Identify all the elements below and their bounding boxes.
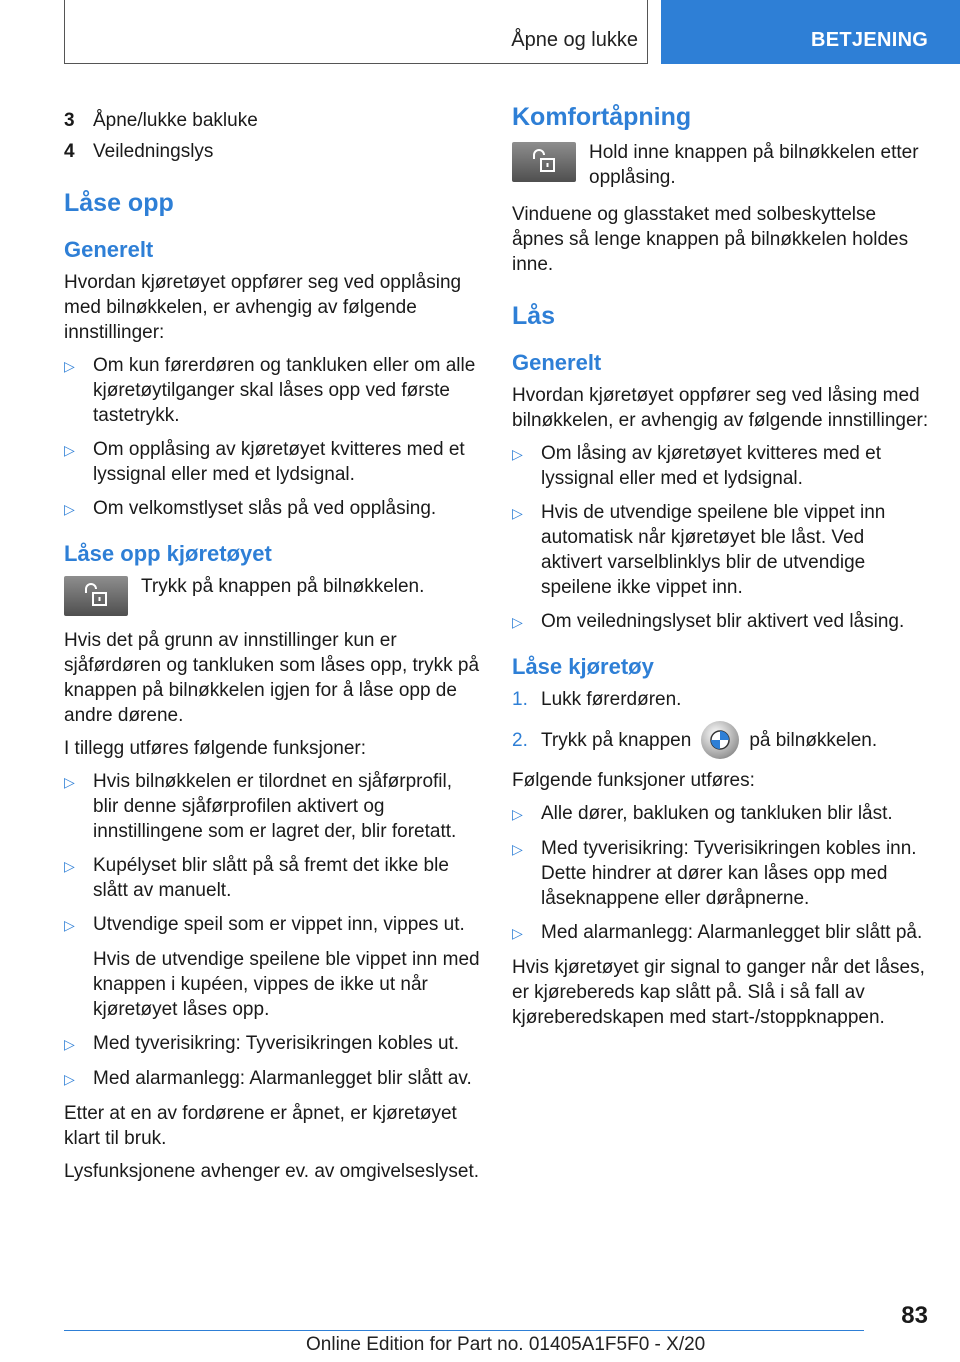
heading-laas: Lås	[512, 302, 556, 330]
left-column	[64, 108, 482, 1192]
heading-laase-opp: Låse opp	[64, 189, 174, 217]
triangle-bullet-icon: ▷	[64, 774, 75, 790]
triangle-bullet-icon: ▷	[512, 505, 523, 521]
list-item: ▷ Om veiledningslyset blir aktivert ved låsing.	[512, 609, 930, 635]
list-item: ▷ Om låsing av kjøretøyet kvitteres med et lyssignal eller med et lydsignal.	[512, 443, 881, 489]
unlock-button-icon	[64, 576, 128, 616]
header-section-title: Åpne og lukke	[511, 29, 638, 51]
paragraph: Hvis kjøretøyet gir signal to ganger når det låses, er kjørebereds kap slått på. Slå i så fall av kjøreberedskapen med start-/stoppknappen.	[512, 957, 925, 1028]
list-item: ▷ Om kun førerdøren og tankluken eller om alle kjøretøytilganger skal låses opp ved første tastetrykk.	[64, 355, 476, 426]
paragraph: Hvordan kjøretøyet oppfører seg ved låsing med bilnøkkelen, er avhengig av følgende innstillinger:	[512, 385, 929, 431]
list-item: ▷ Om velkomstlyset slås på ved opplåsing.	[64, 496, 482, 522]
triangle-bullet-icon: ▷	[512, 841, 523, 857]
triangle-bullet-icon: ▷	[64, 358, 75, 374]
page-number: 83	[901, 1302, 928, 1329]
list-item: ▷ Om opplåsing av kjøretøyet kvitteres med et lyssignal eller med et lydsignal.	[64, 439, 465, 485]
footer-divider	[64, 1330, 864, 1331]
bmw-lock-button-icon	[701, 721, 739, 759]
paragraph: Trykk på knappen på bilnøkkelen.	[141, 576, 425, 597]
triangle-bullet-icon: ▷	[512, 446, 523, 462]
unlock-button-icon	[512, 142, 576, 182]
triangle-bullet-icon: ▷	[512, 614, 523, 630]
footer-edition-text: Online Edition for Part no. 01405A1F5F0 - X/20	[306, 1334, 706, 1355]
comfort-open-instruction	[512, 140, 930, 190]
list-item: ▷ Kupélyset blir slått på så fremt det ikke ble slått av manuelt.	[64, 855, 449, 901]
list-item: ▷ Alle dører, bakluken og tankluken blir låst.	[512, 801, 930, 827]
list-item: ▷ Med alarmanlegg: Alarmanlegget blir slått av.	[64, 1066, 482, 1092]
paragraph: Hold inne knappen på bilnøkkelen etter opplåsing.	[589, 142, 919, 188]
paragraph: Følgende funksjoner utføres:	[512, 770, 755, 791]
paragraph: Lysfunksjonene avhenger ev. av omgivelseslyset.	[64, 1161, 480, 1182]
triangle-bullet-icon: ▷	[64, 442, 75, 458]
list-item: ▷ Med tyverisikring: Tyverisikringen kobles ut.	[64, 1031, 482, 1057]
triangle-bullet-icon: ▷	[64, 917, 75, 933]
step-item: 1. Lukk førerdøren.	[512, 689, 682, 710]
triangle-bullet-icon: ▷	[64, 858, 75, 874]
paragraph: I tillegg utføres følgende funksjoner:	[64, 738, 367, 759]
paragraph: Hvis det på grunn av innstillinger kun er sjåførdøren og tankluken som låses opp, trykk på knappen på bilnøkkelen igjen for å låse opp de andre dørene.	[64, 630, 480, 726]
heading-laase-kjoretoy: Låse kjøretøy	[512, 654, 654, 679]
unlock-instruction	[64, 574, 482, 616]
list-item: ▷ Hvis bilnøkkelen er tilordnet en sjåførprofil, blir denne sjåførprofilen aktivert og innstillingene som er lagret der, blir foretatt.	[64, 771, 457, 842]
heading-laase-opp-kjoretoyet: Låse opp kjøretøyet	[64, 541, 272, 566]
list-item: ▷ Med tyverisikring: Tyverisikringen kobles inn. Dette hindrer at dører kan låses opp med låseknappene eller døråpnerne.	[512, 838, 917, 909]
triangle-bullet-icon: ▷	[64, 1036, 75, 1052]
triangle-bullet-icon: ▷	[512, 925, 523, 941]
triangle-bullet-icon: ▷	[64, 501, 75, 517]
paragraph: Vinduene og glasstaket med solbeskyttelse åpnes så lenge knappen på bilnøkkelen holdes inne.	[512, 204, 909, 275]
right-column	[512, 103, 930, 1038]
paragraph: Etter at en av fordørene er åpnet, er kjøretøyet klart til bruk.	[64, 1103, 457, 1149]
triangle-bullet-icon: ▷	[512, 806, 523, 822]
numbered-item: 3 Åpne/lukke bakluke	[64, 110, 258, 131]
heading-generelt: Generelt	[512, 350, 602, 375]
heading-generelt: Generelt	[64, 237, 154, 262]
heading-komfortaapning: Komfortåpning	[512, 103, 692, 131]
paragraph: Hvordan kjøretøyet oppfører seg ved opplåsing med bilnøkkelen, er avhengig av følgende innstillinger:	[64, 272, 462, 343]
header-chapter-tab: BETJENING	[661, 0, 960, 64]
list-item: ▷ Hvis de utvendige speilene ble vippet inn automatisk når kjøretøyet ble låst. Ved aktivert varselblinklys blir de utvendige speilene ikke vippet inn.	[512, 502, 886, 598]
triangle-bullet-icon: ▷	[64, 1071, 75, 1087]
numbered-item: 4 Veiledningslys	[64, 141, 214, 162]
step-item: 2. Trykk på knappen på bilnøkkelen.	[512, 721, 930, 759]
list-item: ▷ Med alarmanlegg: Alarmanlegget blir slått på.	[512, 920, 930, 946]
sub-paragraph: Hvis de utvendige speilene ble vippet inn med knappen i kupéen, vippes de ikke ut når kjøretøyet låses opp.	[93, 949, 480, 1020]
list-item: ▷ Utvendige speil som er vippet inn, vippes ut.	[64, 912, 482, 938]
